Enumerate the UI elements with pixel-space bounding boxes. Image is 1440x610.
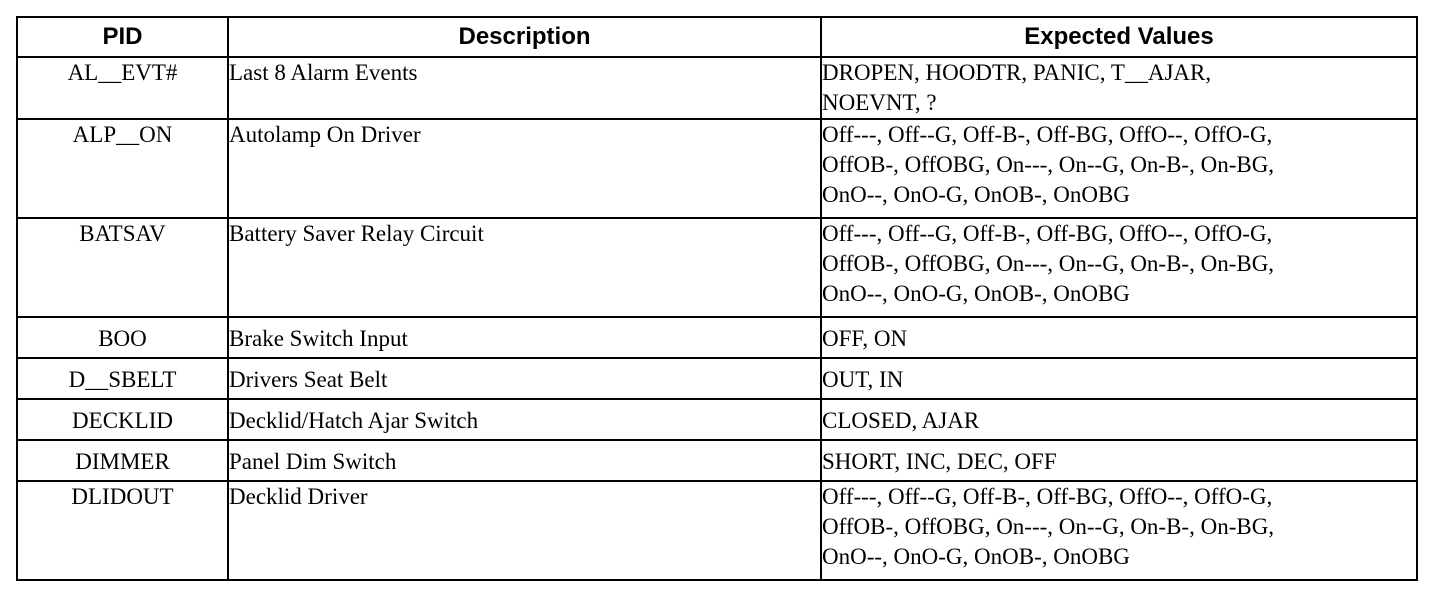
description-cell: Autolamp On Driver	[228, 119, 821, 218]
pid-table	[16, 16, 1418, 581]
expected-values-cell	[821, 57, 1417, 119]
expected-line: CLOSED, AJAR	[822, 408, 980, 433]
description-cell: Decklid/Hatch Ajar Switch	[228, 399, 821, 440]
expected-line: OFF, ON	[822, 326, 908, 351]
table-row	[17, 119, 1417, 218]
header-pid: PID	[17, 17, 228, 57]
table-body	[17, 57, 1417, 580]
table-header	[17, 17, 1417, 57]
table-row	[17, 358, 1417, 399]
table-row	[17, 57, 1417, 119]
pid-cell: AL__EVT#	[17, 57, 228, 119]
description-cell: Battery Saver Relay Circuit	[228, 218, 821, 317]
description-cell: Decklid Driver	[228, 481, 821, 580]
expected-line: Off---, Off--G, Off-B-, Off-BG, OffO--, OffO-G,	[822, 122, 1273, 147]
expected-line: SHORT, INC, DEC, OFF	[822, 449, 1057, 474]
header-description: Description	[228, 17, 821, 57]
table-row	[17, 481, 1417, 580]
expected-values-cell	[821, 399, 1417, 440]
pid-cell: ALP__ON	[17, 119, 228, 218]
pid-cell: BATSAV	[17, 218, 228, 317]
expected-line: OnO--, OnO-G, OnOB-, OnOBG	[822, 281, 1130, 306]
pid-cell: D__SBELT	[17, 358, 228, 399]
expected-line: NOEVNT, ?	[822, 90, 937, 115]
table-row	[17, 218, 1417, 317]
expected-line: OUT, IN	[822, 367, 904, 392]
description-cell: Last 8 Alarm Events	[228, 57, 821, 119]
description-cell: Drivers Seat Belt	[228, 358, 821, 399]
expected-values-cell	[821, 481, 1417, 580]
expected-line: OnO--, OnO-G, OnOB-, OnOBG	[822, 544, 1130, 569]
table-row	[17, 317, 1417, 358]
expected-values-cell	[821, 119, 1417, 218]
expected-line: OnO--, OnO-G, OnOB-, OnOBG	[822, 182, 1130, 207]
expected-line: OffOB-, OffOBG, On---, On--G, On-B-, On-BG,	[822, 514, 1275, 539]
table-row	[17, 440, 1417, 481]
pid-cell: BOO	[17, 317, 228, 358]
expected-values-cell	[821, 358, 1417, 399]
pid-cell: DIMMER	[17, 440, 228, 481]
table-row	[17, 399, 1417, 440]
expected-values-cell	[821, 218, 1417, 317]
header-row	[17, 17, 1417, 57]
pid-cell: DLIDOUT	[17, 481, 228, 580]
expected-line: Off---, Off--G, Off-B-, Off-BG, OffO--, OffO-G,	[822, 221, 1273, 246]
expected-values-cell	[821, 317, 1417, 358]
pid-cell: DECKLID	[17, 399, 228, 440]
expected-line: Off---, Off--G, Off-B-, Off-BG, OffO--, OffO-G,	[822, 484, 1273, 509]
description-cell: Panel Dim Switch	[228, 440, 821, 481]
header-expected-values: Expected Values	[821, 17, 1417, 57]
expected-line: OffOB-, OffOBG, On---, On--G, On-B-, On-BG,	[822, 152, 1275, 177]
description-cell: Brake Switch Input	[228, 317, 821, 358]
expected-line: DROPEN, HOODTR, PANIC, T__AJAR,	[822, 60, 1212, 85]
expected-line: OffOB-, OffOBG, On---, On--G, On-B-, On-BG,	[822, 251, 1275, 276]
expected-values-cell	[821, 440, 1417, 481]
